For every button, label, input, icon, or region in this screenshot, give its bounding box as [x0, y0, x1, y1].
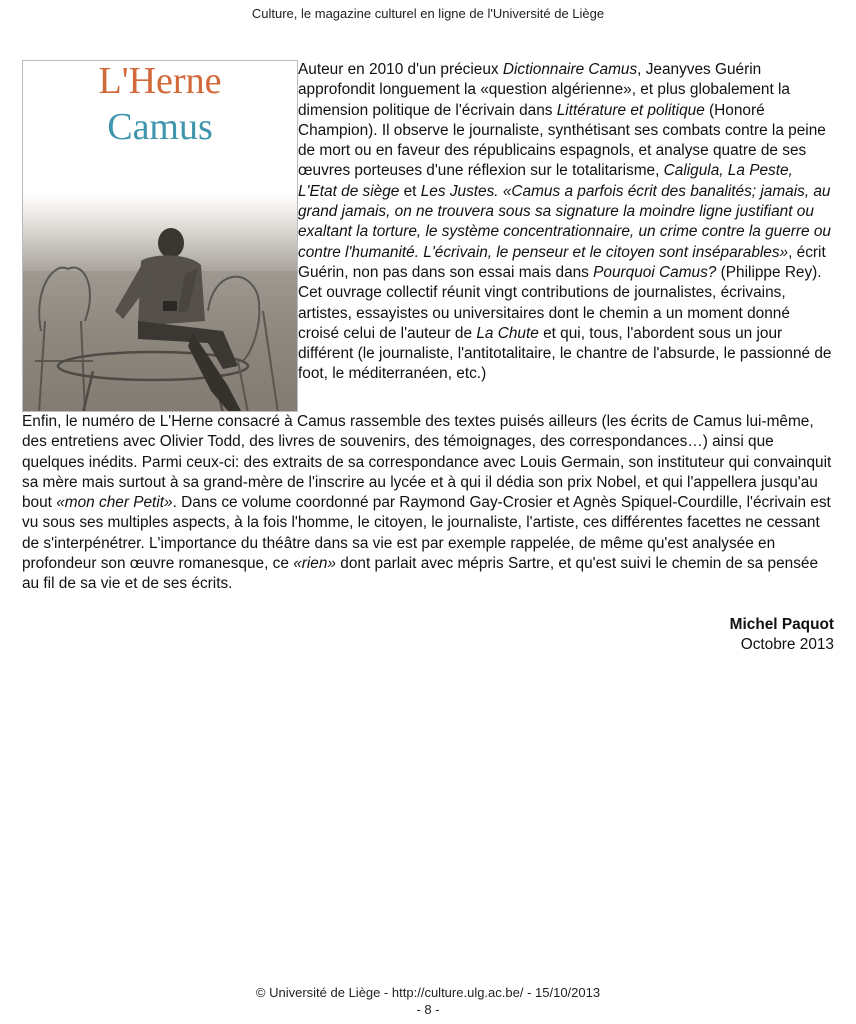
book-cover-image	[22, 60, 298, 412]
cover-subject: Camus	[107, 106, 213, 148]
footer-copyright: © Université de Liège - http://culture.ulg.ac.be/ - 15/10/2013	[255, 985, 601, 1000]
signature-date: Octobre 2013	[740, 635, 834, 653]
page-header: Culture, le magazine culturel en ligne de l'Université de Liège	[251, 6, 605, 21]
cover-publisher: L'Herne	[98, 60, 222, 102]
page-number: - 8 -	[416, 1002, 440, 1017]
page-footer	[0, 984, 856, 1018]
article-body	[22, 60, 834, 655]
article-paragraph-2: Enfin, le numéro de L'Herne consacré à Camus rassemble des textes puisés ailleurs (les écrits de Camus lui-même, des entretiens avec Olivier Todd, des livres de souvenirs, des témoignages, des correspondances…) ainsi que quelques inédits. Parmi ceux-ci: des extraits de sa correspondance avec Louis Germain, son instituteur qui convainquit sa mère mais surtout à sa grand-mère de l'inscrire au lycée et à qui il dédia son prix Nobel, et qui l'appellera jusqu'au bout «mon cher Petit». Dans ce volume coordonné par Raymond Gay-Crosier et Agnès Spiquel-Courdille, l'écrivain est vu sous ses multiples aspects, à la fois l'homme, le citoyen, le journaliste, l'artiste, ces différentes facettes ne cessant de s'interpénétrer. L'importance du théâtre dans sa vie est par exemple rappelée, de même qu'est analysée en profondeur son œuvre romanesque, ce «rien» dont parlait avec mépris Sartre, et qu'est suivi le chemin de sa pensée au fil de sa vie et de ses écrits.	[22, 413, 832, 593]
article-paragraph-1: Auteur en 2010 d'un précieux Dictionnaire Camus, Jeanyves Guérin approfondit longuement la «question algérienne», et plus globalement la dimension politique de l'écrivain dans Littérature et politique (Honoré Champion). Il observe le journaliste, synthétisant ses combats contre la peine de mort ou en faveur des républicains espagnols, et analyse quatre de ses œuvres porteuses d'une réflexion sur le totalitarisme, Caligula, La Peste, L'Etat de siège et Les Justes. «Camus a parfois écrit des banalités; jamais, au grand jamais, on ne trouvera sous sa signature la moindre ligne justifiant ou exaltant la torture, le système concentrationnaire, un crime contre la guerre ou contre l'humanité. L'écrivain, le penseur et le citoyen sont inséparables», écrit Guérin, non pas dans son essai mais dans Pourquoi Camus? (Philippe Rey). Cet ouvrage collectif réunit vingt contributions de journalistes, écrivains, artistes, essayistes ou universitaires dont le chemin a un moment donné croisé celui de l'auteur de La Chute et qui, tous, l'abordent sous un jour différent (le journaliste, l'antitotalitaire, le chantre de l'absurde, le passionné de foot, le méditerranéen, etc.)	[298, 61, 832, 383]
signature-author: Michel Paquot	[729, 615, 834, 633]
signature	[22, 615, 834, 656]
cover-photo-illustration	[23, 161, 298, 412]
